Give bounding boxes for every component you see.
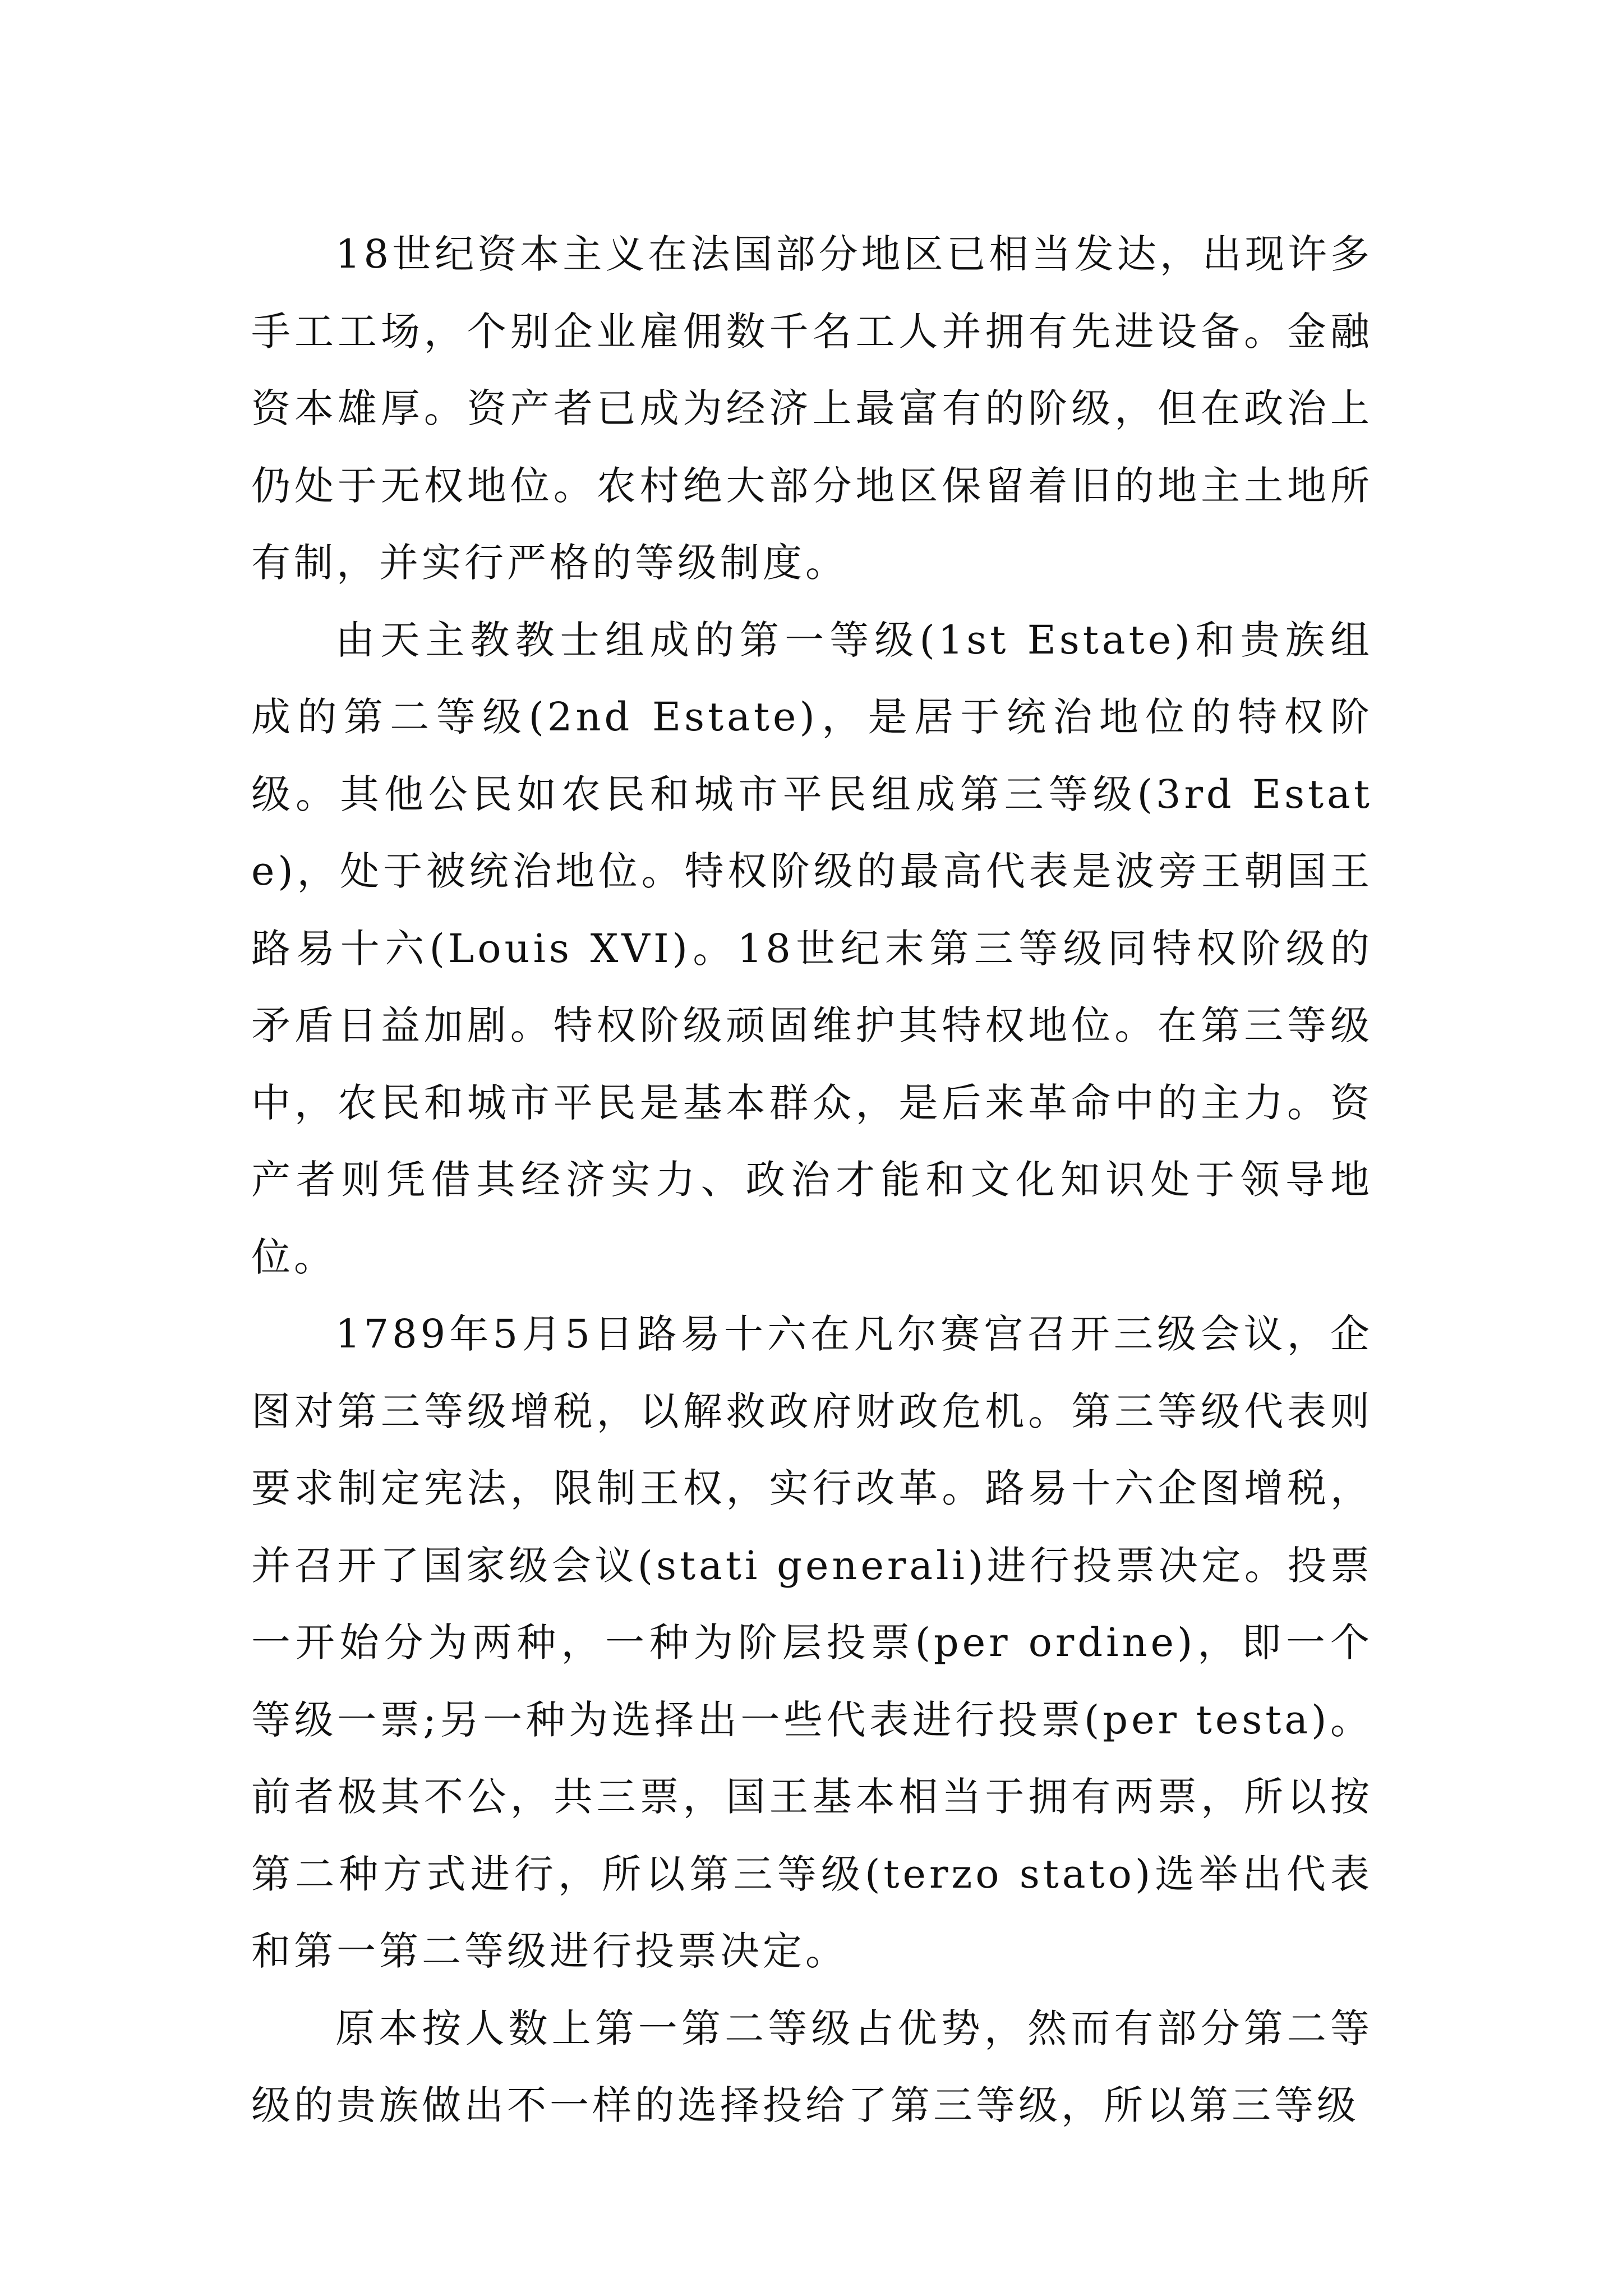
document-body (251, 216, 1373, 2145)
paragraph-2: 由天主教教士组成的第一等级(1st Estate)和贵族组成的第二等级(2nd Estate)，是居于统治地位的特权阶级。其他公民如农民和城市平民组成第三等级(3rd Estate)，处于被统治地位。特权阶级的最高代表是波旁王朝国王路易十六(Louis XVI)。18世纪末第三等级同特权阶级的矛盾日益加剧。特权阶级顽固维护其特权地位。在第三等级中，农民和城市平民是基本群众，是后来革命中的主力。资产者则凭借其经济实力、政治才能和文化知识处于领导地位。 (251, 616, 1373, 1280)
paragraph-4: 原本按人数上第一第二等级占优势，然而有部分第二等级的贵族做出不一样的选择投给了第三等级，所以第三等级 (251, 2005, 1373, 2128)
paragraph-1: 18世纪资本主义在法国部分地区已相当发达，出现许多手工工场，个别企业雇佣数千名工人并拥有先进设备。金融资本雄厚。资产者已成为经济上最富有的阶级，但在政治上仍处于无权地位。农村绝大部分地区保留着旧的地主土地所有制，并实行严格的等级制度。 (251, 231, 1373, 586)
paragraph-3: 1789年5月5日路易十六在凡尔赛宫召开三级会议，企图对第三等级增税，以解救政府财政危机。第三等级代表则要求制定宪法，限制王权，实行改革。路易十六企图增税，并召开了国家级会议(stati generali)进行投票决定。投票一开始分为两种，一种为阶层投票(per ordine)，即一个等级一票;另一种为选择出一些代表进行投票(per testa)。前者极其不公，共三票，国王基本相当于拥有两票，所以按第二种方式进行，所以第三等级(terzo stato)选举出代表和第一第二等级进行投票决定。 (251, 1311, 1373, 1974)
